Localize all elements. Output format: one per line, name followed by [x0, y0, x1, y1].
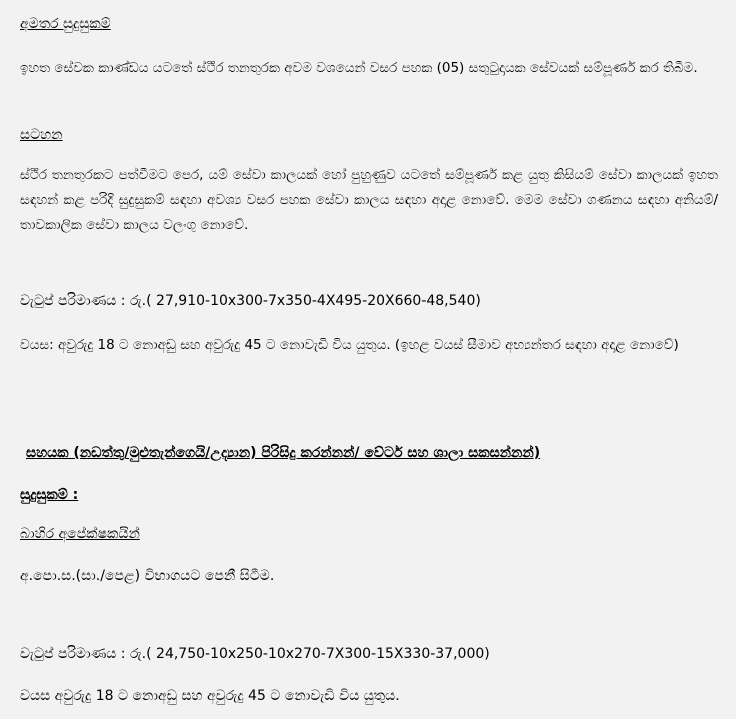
note-text: ස්ථිර තනතුරකට පත්වීමට පෙර, යම් සේවා කාලයක් හෝ පුහුණුව යටතේ සම්පූර්ණ කළ යුතු කිසියම් සේවා කාලයක් ඉහත සඳහන් කළ පරිදි සුදුසුකම් සඳහා අවශ්‍ය වසර පහක සේවා කාලය සඳහා අදාළ නොවේ. මෙම සේවා ගණනය සඳහා අනියම්/තාවකාලික සේවා කාලය වලංගු නොවේ. [20, 167, 718, 233]
note-heading: සටහන [20, 127, 63, 143]
additional-qualifications-text: ඉහත සේවක කාණ්ඩය යටතේ ස්ථිර තනතුරක අවම වශයෙන් වසර පහක (05) සතුටුදායක සේවයක් සම්පූර්ණ කර තිබීම. [20, 60, 698, 76]
assistant-salary-scale: වැටුප් පරිමාණය : රු.( 24,750-10x250-10x270-7X300-15X330-37,000) [20, 646, 490, 662]
note-age-requirement: වයස: අවුරුදු 18 ට නොඅඩු සහ අවුරුදු 45 ට නොවැඩි විය යුතුය. (ඉහළ වයස් සීමාව අභ්‍යන්තර සඳහා අදාළ නොවේ) [20, 337, 679, 353]
external-candidates-heading: බාහිර අපේක්ෂකයින් [20, 526, 140, 542]
assistant-section-heading: සහයක (නඩත්තු/මුළුතැන්ගෙයි/උද්‍යාන) පිරිසිදු කරන්නන්/ වේටර් සහ ශාලා සකසන්නන්) [26, 445, 541, 461]
additional-qualifications-heading: අමතර සුදුසුකම් [20, 16, 111, 32]
external-candidates-text: අ.පො.ස.(සා./පෙළ) විභාගයට පෙනී සිටීම. [20, 568, 275, 584]
assistant-age-requirement: වයස අවුරුදු 18 ට නොඅඩු සහ අවුරුදු 45 ට නොවැඩි විය යුතුය. [20, 688, 400, 704]
qualifications-heading: සුදුසුකම් : [20, 487, 79, 503]
note-salary-scale: වැටුප් පරිමාණය : රු.( 27,910-10x300-7x350-4X495-20X660-48,540) [20, 293, 481, 309]
